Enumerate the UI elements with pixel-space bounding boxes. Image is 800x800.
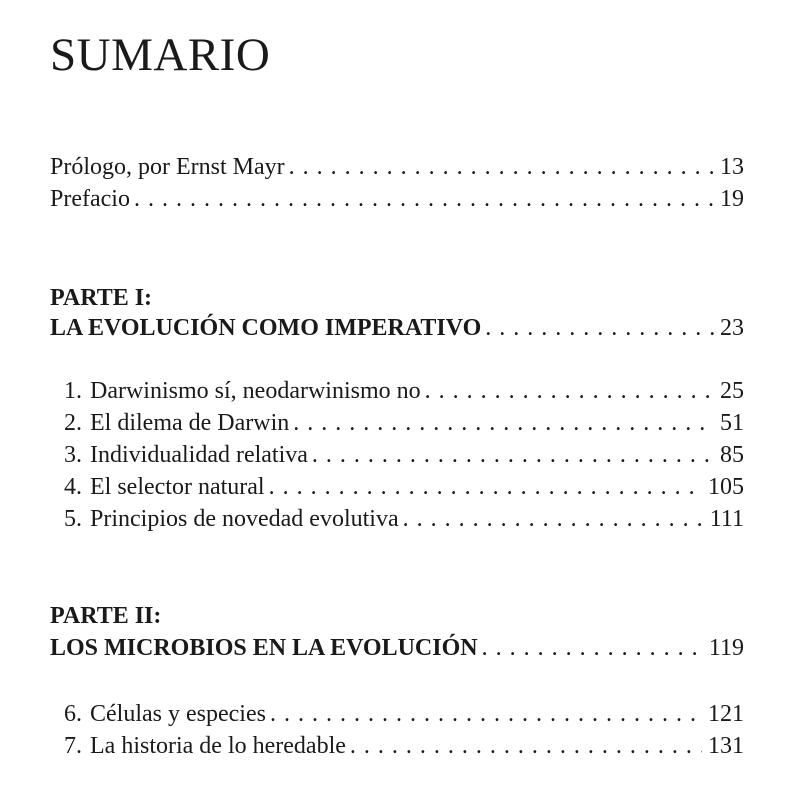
toc-chapter-title	[64, 440, 308, 470]
dot-leader	[403, 504, 704, 534]
toc-chapter[interactable]	[64, 472, 744, 502]
dot-leader	[270, 699, 702, 729]
toc-page-number: 111	[709, 506, 744, 532]
chapter-label: La historia de lo heredable	[90, 733, 346, 759]
toc-entry-prologue[interactable]	[50, 152, 744, 182]
toc-chapter-title	[64, 504, 399, 534]
chapter-label: Darwinismo sí, neodarwinismo no	[90, 378, 421, 404]
toc-page-number: 119	[708, 635, 744, 661]
chapter-number: 1.	[64, 378, 82, 404]
chapter-number: 7.	[64, 733, 82, 759]
toc-entry-preface[interactable]	[50, 184, 744, 214]
toc-page-number: 19	[720, 186, 744, 212]
dot-leader	[482, 633, 703, 663]
toc-chapter[interactable]	[64, 408, 744, 438]
chapter-label: Principios de novedad evolutiva	[90, 506, 399, 532]
toc-page-number: 23	[720, 315, 744, 341]
toc-page-number: 13	[720, 154, 744, 180]
part-heading: PARTE I:	[50, 285, 153, 311]
dot-leader	[350, 731, 702, 761]
dot-leader	[269, 472, 702, 502]
toc-page-number: 85	[720, 442, 744, 468]
dot-leader	[425, 376, 714, 406]
toc-chapter-title	[64, 376, 421, 406]
toc-chapter[interactable]	[64, 731, 744, 761]
toc-chapter-title	[64, 731, 346, 761]
toc-page-number: 51	[720, 410, 744, 436]
toc-chapter[interactable]	[64, 376, 744, 406]
toc-page-number: 121	[708, 701, 744, 727]
toc-entry-label: Prólogo, por Ernst Mayr	[50, 154, 285, 180]
toc-page-number: 131	[708, 733, 744, 759]
chapter-number: 6.	[64, 701, 82, 727]
toc-chapter[interactable]	[64, 699, 744, 729]
toc-chapter-title	[64, 699, 266, 729]
toc-page-number: 105	[708, 474, 744, 500]
part-heading: PARTE II:	[50, 603, 162, 629]
toc-chapter[interactable]	[64, 440, 744, 470]
dot-leader	[312, 440, 714, 470]
chapter-label: Individualidad relativa	[90, 442, 308, 468]
chapter-label: Células y especies	[90, 701, 266, 727]
toc-entry-label: Prefacio	[50, 186, 130, 212]
chapter-number: 3.	[64, 442, 82, 468]
chapter-number: 2.	[64, 410, 82, 436]
chapter-label: El selector natural	[90, 474, 265, 500]
chapter-label: El dilema de Darwin	[90, 410, 290, 436]
toc-part-label: LOS MICROBIOS EN LA EVOLUCIÓN	[50, 635, 478, 661]
dot-leader	[134, 184, 714, 214]
toc-part-label: LA EVOLUCIÓN COMO IMPERATIVO	[50, 315, 482, 341]
toc-chapter[interactable]	[64, 504, 744, 534]
chapter-number: 4.	[64, 474, 82, 500]
toc-chapter-title	[64, 472, 265, 502]
toc-part-title[interactable]	[50, 313, 744, 343]
dot-leader	[293, 408, 714, 438]
chapter-number: 5.	[64, 506, 82, 532]
dot-leader	[289, 152, 714, 182]
toc-page-number: 25	[720, 378, 744, 404]
toc-part-title[interactable]	[50, 633, 744, 663]
page-title: SUMARIO	[50, 29, 271, 81]
dot-leader	[485, 313, 714, 343]
toc-chapter-title	[64, 408, 289, 438]
